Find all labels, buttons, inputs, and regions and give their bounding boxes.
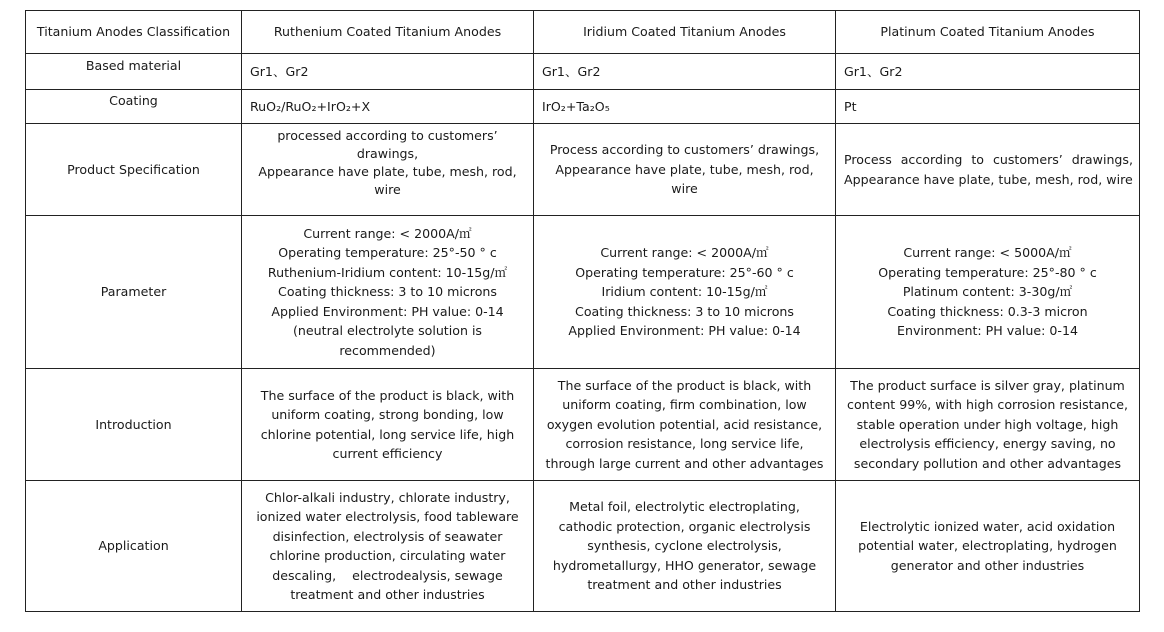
text-line: (neutral electrolyte solution is (293, 323, 482, 339)
text-line: The surface of the product is black, with (557, 377, 812, 393)
text-line: wire (374, 182, 401, 197)
text-line: Appearance have plate, tube, mesh, rod, (258, 164, 517, 179)
text-line: content 99%, with high corrosion resistance, (847, 397, 1128, 413)
text-line: Operating temperature: 25°-50 ° c (278, 245, 497, 261)
text-line: Metal foil, electrolytic electroplating, (569, 499, 800, 515)
text-line: hydrometallurgy, HHO generator, sewage (552, 557, 817, 573)
text-line: corrosion resistance, long service life, (565, 436, 804, 452)
platinum-based-material: Gr1、Gr2 (836, 54, 1140, 90)
ruthenium-product-specification (242, 124, 534, 216)
text-line: processed according to customers’ (277, 128, 498, 143)
platinum-product-specification: Process according to customers’ drawings, Appearance have plate, tube, mesh, rod, wire (836, 124, 1140, 216)
row-introduction (26, 369, 1140, 481)
text-line: chlorine potential, long service life, high (260, 426, 515, 442)
text-line: stable operation under high voltage, high (856, 416, 1119, 432)
text-line: ionized water electrolysis, food tableware (256, 509, 519, 524)
text-line: Applied Environment: PH value: 0-14 (271, 303, 504, 319)
text-line: Current range: < 2000A/㎡ (303, 225, 472, 241)
header-iridium: Iridium Coated Titanium Anodes (534, 11, 836, 54)
text-line: through large current and other advantages (545, 455, 824, 471)
text-line: Coating thickness: 3 to 10 microns (575, 303, 794, 319)
text-line: Coating thickness: 3 to 10 microns (278, 284, 497, 300)
iridium-application (534, 481, 836, 612)
text-line: drawings, (356, 146, 419, 161)
text-line: treatment and other industries (290, 587, 485, 602)
text-line: Platinum content: 3-30g/㎡ (902, 284, 1073, 300)
iridium-introduction (534, 369, 836, 481)
text-line: Current range: < 2000A/㎡ (600, 245, 769, 261)
iridium-based-material: Gr1、Gr2 (534, 54, 836, 90)
platinum-application (836, 481, 1140, 612)
text-line: uniform coating, strong bonding, low (271, 407, 504, 422)
text-line: potential water, electroplating, hydrogen (858, 538, 1117, 554)
text-line: Environment: PH value: 0-14 (897, 323, 1078, 339)
ruthenium-coating: RuO₂/RuO₂+IrO₂+X (242, 90, 534, 124)
text-line: Current range: < 5000A/㎡ (903, 245, 1072, 261)
text-line: disinfection, electrolysis of seawater (272, 528, 503, 544)
text-line: uniform coating, firm combination, low (562, 397, 807, 413)
header-row (26, 11, 1140, 54)
text-line: The product surface is silver gray, platinum (850, 377, 1125, 393)
text-line: Applied Environment: PH value: 0-14 (568, 323, 801, 339)
iridium-parameter (534, 216, 836, 369)
ruthenium-parameter (242, 216, 534, 369)
text-line: wire (671, 181, 698, 197)
text-line: treatment and other industries (587, 577, 782, 593)
text-line: Operating temperature: 25°-60 ° c (575, 264, 794, 280)
text-line: secondary pollution and other advantages (853, 455, 1122, 471)
text-line: cathodic protection, organic electrolysis (558, 518, 811, 534)
platinum-parameter (836, 216, 1140, 369)
label-based-material: Based material (26, 54, 242, 90)
platinum-coating: Pt (836, 90, 1140, 124)
text-line: chlorine production, circulating water (269, 548, 506, 563)
label-parameter: Parameter (26, 216, 242, 369)
text-line: oxygen evolution potential, acid resistance, (546, 416, 823, 432)
iridium-coating: IrO₂+Ta₂O₅ (534, 90, 836, 124)
row-parameter (26, 216, 1140, 369)
row-application (26, 481, 1140, 612)
header-classification: Titanium Anodes Classification (26, 11, 242, 54)
text-line: generator and other industries (890, 557, 1085, 573)
text-line: Iridium content: 10-15g/㎡ (601, 284, 768, 300)
text-line: electrolysis efficiency, energy saving, no (859, 436, 1116, 452)
ruthenium-introduction (242, 369, 534, 481)
iridium-product-specification (534, 124, 836, 216)
text-line: Coating thickness: 0.3-3 micron (887, 303, 1088, 319)
ruthenium-application (242, 481, 534, 612)
label-product-specification: Product Specification (26, 124, 242, 216)
text-line: The surface of the product is black, with (260, 387, 515, 403)
header-ruthenium: Ruthenium Coated Titanium Anodes (242, 11, 534, 54)
label-coating: Coating (26, 90, 242, 124)
text-line: Chlor-alkali industry, chlorate industry, (265, 489, 510, 505)
text-line: Ruthenium-Iridium content: 10-15g/㎡ (267, 264, 508, 280)
text-line: Operating temperature: 25°-80 ° c (878, 264, 1097, 280)
text-line: synthesis, cyclone electrolysis, (587, 538, 782, 554)
header-platinum: Platinum Coated Titanium Anodes (836, 11, 1140, 54)
ruthenium-based-material: Gr1、Gr2 (242, 54, 534, 90)
row-based-material (26, 54, 1140, 90)
row-coating (26, 90, 1140, 124)
row-product-specification (26, 124, 1140, 216)
text-line: Process according to customers’ drawings, (549, 142, 820, 158)
titanium-anodes-table (25, 10, 1140, 612)
text-line: recommended) (339, 342, 436, 358)
platinum-introduction (836, 369, 1140, 481)
text-line: current efficiency (332, 446, 443, 461)
label-introduction: Introduction (26, 369, 242, 481)
text-line: Appearance have plate, tube, mesh, rod, (555, 161, 814, 177)
label-application: Application (26, 481, 242, 612)
text-line: descaling, electrodealysis, sewage (272, 567, 503, 583)
text-line: Electrolytic ionized water, acid oxidation (859, 518, 1116, 534)
